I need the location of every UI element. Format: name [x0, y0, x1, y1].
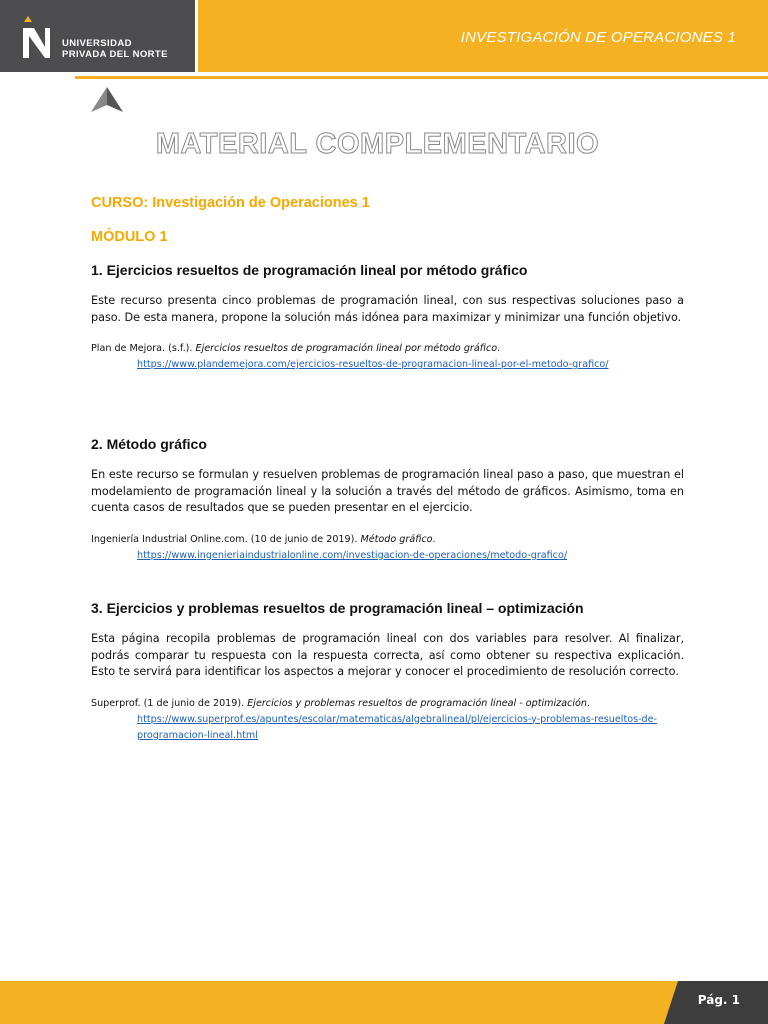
section-heading: 1. Ejercicios resueltos de programación lineal por método gráfico	[91, 262, 528, 278]
section-body: En este recurso se formulan y resuelven problemas de programación lineal paso a paso, que muestran el modelamiento de programación lineal y la solución a través del método de gráficos. Asimismo, toma en cuenta casos de resultados que se pueden presentar en el ejercicio.	[91, 468, 684, 514]
reference-end: .	[586, 697, 591, 709]
page-number: Pág. 1	[697, 993, 740, 1007]
header-bar	[198, 0, 768, 72]
reference-author: Superprof. (1 de junio de 2019).	[91, 697, 248, 709]
reference	[91, 341, 684, 373]
footer-bar	[0, 981, 768, 1024]
reference-end: .	[497, 343, 501, 354]
section-3	[91, 600, 684, 744]
reference-end: .	[432, 533, 436, 545]
reference	[91, 696, 684, 744]
header-divider	[75, 76, 768, 79]
section-1	[91, 262, 684, 373]
university-logo-icon	[18, 14, 54, 60]
reference-link[interactable]: https://www.ingenieriaindustrialonline.com/investigacion-de-operaciones/metodo-grafico/	[137, 549, 568, 561]
section-2	[91, 436, 684, 564]
section-heading: 2. Método gráfico	[91, 436, 207, 452]
section-body: Esta página recopila problemas de programación lineal con dos variables para resolver. Al finalizar, podrás comparar tu respuesta con la respuesta correcta, así como obtener su respectiva explicación. Esto te servirá para identificar los aspectos a mejorar y conocer el procedimiento de resolución correcto.	[91, 632, 684, 678]
navigation-arrow-icon	[89, 86, 125, 114]
reference-link[interactable]: https://www.superprof.es/apuntes/escolar/matematicas/algebralineal/pl/ejercicios-y-problemas-resueltos-de-programacion-lineal.html	[137, 713, 657, 741]
document-title: MATERIAL COMPLEMENTARIO	[155, 128, 600, 160]
header-logo-block	[0, 0, 195, 72]
section-heading: 3. Ejercicios y problemas resueltos de programación lineal – optimización	[91, 600, 584, 616]
module-heading: MÓDULO 1	[91, 229, 168, 245]
reference-title: Ejercicios resueltos de programación lineal por método gráfico	[195, 343, 498, 354]
section-body: Este recurso presenta cinco problemas de programación lineal, con sus respectivas soluciones paso a paso. De esta manera, propone la solución más idónea para maximizar y minimizar una función objetivo.	[91, 294, 684, 324]
reference-title: Ejercicios y problemas resueltos de programación lineal - optimización	[247, 697, 587, 709]
institution-line-1: UNIVERSIDAD	[62, 38, 132, 49]
reference-author: Plan de Mejora. (s.f.).	[91, 343, 196, 354]
reference-title: Método gráfico	[360, 533, 433, 545]
institution-line-2: PRIVADA DEL NORTE	[62, 49, 168, 60]
course-heading: CURSO: Investigación de Operaciones 1	[91, 195, 370, 211]
header-course-title: INVESTIGACIÓN DE OPERACIONES 1	[460, 29, 736, 46]
institution-name	[62, 38, 168, 60]
reference-author: Ingeniería Industrial Online.com. (10 de junio de 2019).	[91, 533, 361, 545]
reference-link[interactable]: https://www.plandemejora.com/ejercicios-resueltos-de-programacion-lineal-por-el-metodo-grafico/	[137, 359, 609, 370]
reference	[91, 532, 684, 564]
